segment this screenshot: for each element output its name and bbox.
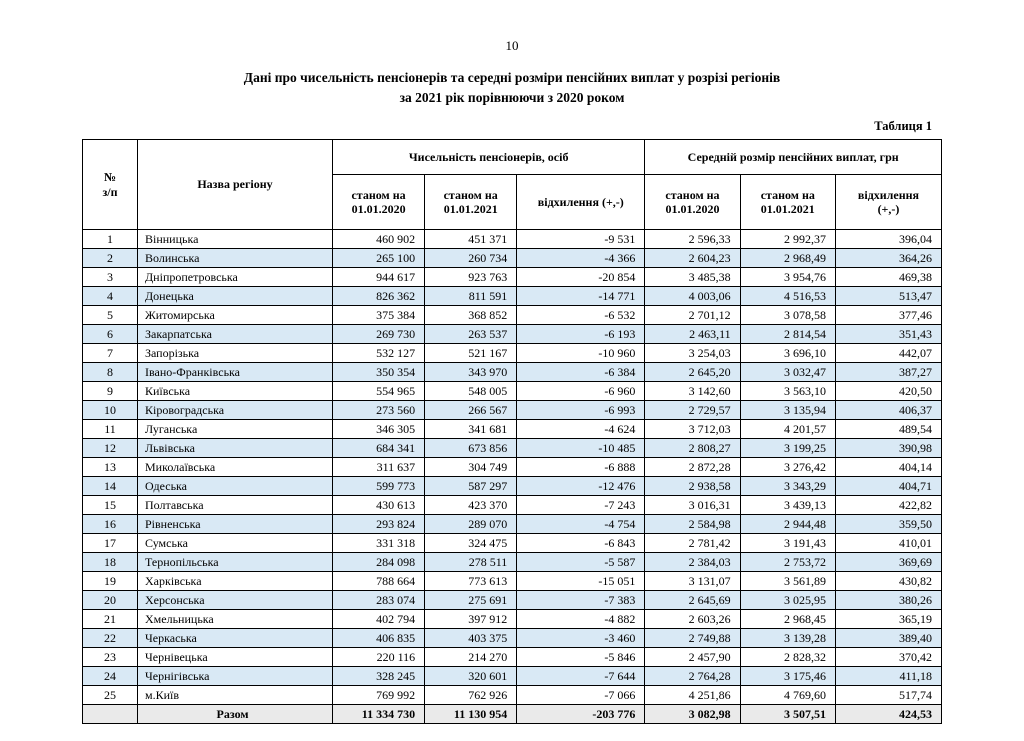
cell-number: 20: [83, 591, 138, 610]
cell-number: 17: [83, 534, 138, 553]
cell-count-deviation: -5 587: [517, 553, 645, 572]
cell-amount-deviation: 442,07: [835, 344, 941, 363]
header-number-line-1: №: [103, 170, 117, 185]
cell-amount-2020: 3 142,60: [645, 382, 740, 401]
cell-amount-2021: 3 276,42: [740, 458, 835, 477]
cell-region: Тернопільська: [138, 553, 333, 572]
cell-number: 11: [83, 420, 138, 439]
cell-count-2021: 451 371: [425, 230, 517, 249]
cell-count-2021: 263 537: [425, 325, 517, 344]
cell-count-2021: 343 970: [425, 363, 517, 382]
table-row: [83, 648, 942, 667]
cell-amount-2021: 3 696,10: [740, 344, 835, 363]
cell-count-deviation: -10 485: [517, 439, 645, 458]
header-count-2020: [333, 175, 425, 230]
cell-count-2020: 346 305: [333, 420, 425, 439]
cell-count-deviation: -7 644: [517, 667, 645, 686]
cell-region: Рівненська: [138, 515, 333, 534]
cell-number: 6: [83, 325, 138, 344]
header-amount-deviation-line-2: (+,-): [877, 202, 900, 217]
cell-amount-2020: 3 082,98: [645, 705, 740, 724]
table-row: [83, 287, 942, 306]
cell-count-deviation: -6 888: [517, 458, 645, 477]
header-count-2021-line-1: станом на: [443, 187, 498, 202]
cell-number: 1: [83, 230, 138, 249]
cell-amount-2021: 3 025,95: [740, 591, 835, 610]
cell-count-deviation: -6 843: [517, 534, 645, 553]
cell-count-2020: 273 560: [333, 401, 425, 420]
cell-amount-2021: 4 516,53: [740, 287, 835, 306]
cell-count-2020: 328 245: [333, 667, 425, 686]
table-row: [83, 249, 942, 268]
header-count-2021-line-2: 01.01.2021: [443, 202, 498, 217]
header-count-2021: [425, 175, 517, 230]
cell-count-2021: 587 297: [425, 477, 517, 496]
cell-amount-2021: 3 563,10: [740, 382, 835, 401]
cell-count-2020: 375 384: [333, 306, 425, 325]
cell-count-deviation: -203 776: [517, 705, 645, 724]
cell-number: 14: [83, 477, 138, 496]
cell-count-2020: 11 334 730: [333, 705, 425, 724]
cell-region: Запорізька: [138, 344, 333, 363]
cell-count-2021: 673 856: [425, 439, 517, 458]
cell-amount-2021: 2 968,45: [740, 610, 835, 629]
cell-number: 5: [83, 306, 138, 325]
cell-count-2020: 430 613: [333, 496, 425, 515]
cell-count-2020: 311 637: [333, 458, 425, 477]
header-count-2020-line-2: 01.01.2020: [351, 202, 406, 217]
cell-count-2021: 773 613: [425, 572, 517, 591]
cell-amount-2021: 2 992,37: [740, 230, 835, 249]
cell-amount-deviation: 469,38: [835, 268, 941, 287]
cell-count-2021: 521 167: [425, 344, 517, 363]
cell-count-2020: 826 362: [333, 287, 425, 306]
cell-amount-2021: 3 439,13: [740, 496, 835, 515]
cell-count-2020: 331 318: [333, 534, 425, 553]
cell-amount-2021: 3 507,51: [740, 705, 835, 724]
cell-count-deviation: -4 754: [517, 515, 645, 534]
header-count-2020-line-1: станом на: [351, 187, 406, 202]
cell-amount-deviation: 489,54: [835, 420, 941, 439]
page-title-line-1: Дані про чисельність пенсіонерів та середні розміри пенсійних виплат у розрізі регіонів: [243, 70, 781, 85]
cell-amount-deviation: 404,71: [835, 477, 941, 496]
cell-amount-2020: 3 485,38: [645, 268, 740, 287]
table-row: [83, 306, 942, 325]
cell-amount-deviation: 513,47: [835, 287, 941, 306]
cell-count-deviation: -15 051: [517, 572, 645, 591]
cell-count-deviation: -4 624: [517, 420, 645, 439]
cell-amount-2021: 3 343,29: [740, 477, 835, 496]
cell-amount-deviation: 359,50: [835, 515, 941, 534]
cell-amount-2020: 2 603,26: [645, 610, 740, 629]
cell-number: 23: [83, 648, 138, 667]
header-group-count: Чисельність пенсіонерів, осіб: [333, 140, 645, 175]
cell-count-2021: 548 005: [425, 382, 517, 401]
cell-number: [83, 705, 138, 724]
header-amount-2021-line-2: 01.01.2021: [760, 202, 815, 217]
cell-count-2020: 265 100: [333, 249, 425, 268]
cell-number: 19: [83, 572, 138, 591]
cell-count-2021: 923 763: [425, 268, 517, 287]
cell-region: Луганська: [138, 420, 333, 439]
cell-count-2020: 350 354: [333, 363, 425, 382]
cell-count-deviation: -10 960: [517, 344, 645, 363]
cell-region: Закарпатська: [138, 325, 333, 344]
cell-region: Полтавська: [138, 496, 333, 515]
cell-amount-deviation: 422,82: [835, 496, 941, 515]
cell-number: 13: [83, 458, 138, 477]
cell-amount-2021: 3 175,46: [740, 667, 835, 686]
cell-count-2021: 811 591: [425, 287, 517, 306]
cell-count-2021: 278 511: [425, 553, 517, 572]
cell-count-deviation: -6 993: [517, 401, 645, 420]
cell-amount-2020: 4 003,06: [645, 287, 740, 306]
cell-number: 16: [83, 515, 138, 534]
cell-number: 7: [83, 344, 138, 363]
cell-count-2020: 788 664: [333, 572, 425, 591]
cell-amount-2021: 3 135,94: [740, 401, 835, 420]
cell-amount-deviation: 369,69: [835, 553, 941, 572]
cell-number: 21: [83, 610, 138, 629]
cell-amount-deviation: 365,19: [835, 610, 941, 629]
cell-count-2021: 324 475: [425, 534, 517, 553]
cell-count-deviation: -20 854: [517, 268, 645, 287]
header-number-line-2: з/п: [102, 184, 118, 199]
cell-amount-2020: 2 604,23: [645, 249, 740, 268]
cell-amount-2020: 2 781,42: [645, 534, 740, 553]
cell-amount-2020: 2 729,57: [645, 401, 740, 420]
cell-region: Сумська: [138, 534, 333, 553]
cell-amount-2020: 3 016,31: [645, 496, 740, 515]
cell-count-deviation: -4 882: [517, 610, 645, 629]
cell-amount-2021: 2 968,49: [740, 249, 835, 268]
table-row: [83, 363, 942, 382]
cell-amount-2020: 2 808,27: [645, 439, 740, 458]
cell-region: Одеська: [138, 477, 333, 496]
table-row: [83, 268, 942, 287]
cell-count-deviation: -6 193: [517, 325, 645, 344]
cell-amount-2021: 3 139,28: [740, 629, 835, 648]
cell-region: Львівська: [138, 439, 333, 458]
cell-amount-2020: 2 457,90: [645, 648, 740, 667]
cell-count-deviation: -7 066: [517, 686, 645, 705]
cell-amount-2021: 3 199,25: [740, 439, 835, 458]
page-title-line-2: за 2021 рік порівнюючи з 2020 роком: [399, 89, 625, 105]
cell-count-2021: 260 734: [425, 249, 517, 268]
cell-count-2021: 320 601: [425, 667, 517, 686]
table-row: [83, 667, 942, 686]
cell-amount-deviation: 370,42: [835, 648, 941, 667]
cell-amount-2020: 2 764,28: [645, 667, 740, 686]
cell-amount-deviation: 351,43: [835, 325, 941, 344]
header-group-amount: Середній розмір пенсійних виплат, грн: [645, 140, 942, 175]
header-amount-deviation: [835, 175, 941, 230]
cell-amount-2020: 2 749,88: [645, 629, 740, 648]
cell-count-2021: 289 070: [425, 515, 517, 534]
table-row: [83, 686, 942, 705]
cell-number: 3: [83, 268, 138, 287]
cell-number: 4: [83, 287, 138, 306]
table-row: [83, 496, 942, 515]
cell-amount-2020: 2 584,98: [645, 515, 740, 534]
table-row: [83, 325, 942, 344]
cell-count-deviation: -3 460: [517, 629, 645, 648]
cell-region: Вінницька: [138, 230, 333, 249]
cell-count-deviation: -6 960: [517, 382, 645, 401]
cell-amount-2021: 3 561,89: [740, 572, 835, 591]
table-row: [83, 553, 942, 572]
table-row: [83, 477, 942, 496]
cell-amount-deviation: 404,14: [835, 458, 941, 477]
cell-amount-deviation: 517,74: [835, 686, 941, 705]
cell-count-deviation: -5 846: [517, 648, 645, 667]
header-amount-2021: [740, 175, 835, 230]
cell-count-2020: 269 730: [333, 325, 425, 344]
cell-count-2020: 460 902: [333, 230, 425, 249]
cell-count-2021: 11 130 954: [425, 705, 517, 724]
header-amount-2020-line-1: станом на: [665, 187, 720, 202]
table-row-total: [83, 705, 942, 724]
cell-amount-deviation: 387,27: [835, 363, 941, 382]
cell-count-2020: 684 341: [333, 439, 425, 458]
cell-amount-deviation: 377,46: [835, 306, 941, 325]
cell-amount-2021: 3 078,58: [740, 306, 835, 325]
table-row: [83, 515, 942, 534]
cell-number: 18: [83, 553, 138, 572]
table-row: [83, 344, 942, 363]
cell-number: 12: [83, 439, 138, 458]
cell-count-2021: 275 691: [425, 591, 517, 610]
cell-amount-deviation: 411,18: [835, 667, 941, 686]
cell-count-2020: 220 116: [333, 648, 425, 667]
header-number: [83, 140, 138, 230]
table-header: [83, 140, 942, 230]
cell-amount-deviation: 364,26: [835, 249, 941, 268]
table-row: [83, 401, 942, 420]
cell-amount-2020: 3 254,03: [645, 344, 740, 363]
cell-amount-2021: 3 954,76: [740, 268, 835, 287]
cell-region: Житомирська: [138, 306, 333, 325]
cell-count-deviation: -4 366: [517, 249, 645, 268]
cell-count-2020: 284 098: [333, 553, 425, 572]
cell-region: Харківська: [138, 572, 333, 591]
cell-count-2020: 406 835: [333, 629, 425, 648]
header-count-deviation: відхилення (+,-): [517, 175, 645, 230]
cell-amount-deviation: 390,98: [835, 439, 941, 458]
cell-amount-deviation: 410,01: [835, 534, 941, 553]
cell-amount-2020: 2 645,20: [645, 363, 740, 382]
header-region: Назва регіону: [138, 140, 333, 230]
cell-count-deviation: -14 771: [517, 287, 645, 306]
cell-amount-2020: 2 463,11: [645, 325, 740, 344]
cell-amount-2020: 2 938,58: [645, 477, 740, 496]
cell-count-2020: 402 794: [333, 610, 425, 629]
cell-amount-2020: 2 596,33: [645, 230, 740, 249]
cell-amount-2020: 4 251,86: [645, 686, 740, 705]
cell-count-2020: 283 074: [333, 591, 425, 610]
header-amount-2020: [645, 175, 740, 230]
cell-region: Київська: [138, 382, 333, 401]
cell-amount-2021: 4 201,57: [740, 420, 835, 439]
cell-count-deviation: -12 476: [517, 477, 645, 496]
cell-number: 8: [83, 363, 138, 382]
cell-number: 9: [83, 382, 138, 401]
cell-number: 25: [83, 686, 138, 705]
page-title: [0, 68, 1024, 107]
cell-region: Чернівецька: [138, 648, 333, 667]
cell-region: Донецька: [138, 287, 333, 306]
header-amount-2020-line-2: 01.01.2020: [665, 202, 720, 217]
page-number: 10: [505, 38, 519, 53]
cell-amount-2020: 2 701,12: [645, 306, 740, 325]
cell-count-deviation: -6 532: [517, 306, 645, 325]
cell-count-2020: 554 965: [333, 382, 425, 401]
cell-count-2021: 762 926: [425, 686, 517, 705]
cell-region: Кіровоградська: [138, 401, 333, 420]
table-header-group-row: [83, 140, 942, 175]
table-row: [83, 420, 942, 439]
cell-amount-deviation: 389,40: [835, 629, 941, 648]
cell-region: Разом: [138, 705, 333, 724]
table-row: [83, 458, 942, 477]
table-row: [83, 230, 942, 249]
cell-amount-2021: 2 944,48: [740, 515, 835, 534]
cell-number: 2: [83, 249, 138, 268]
table-body: [83, 230, 942, 724]
table-row: [83, 439, 942, 458]
cell-number: 24: [83, 667, 138, 686]
cell-amount-deviation: 420,50: [835, 382, 941, 401]
cell-count-2021: 423 370: [425, 496, 517, 515]
cell-number: 22: [83, 629, 138, 648]
cell-count-2020: 769 992: [333, 686, 425, 705]
cell-amount-2020: 2 645,69: [645, 591, 740, 610]
cell-region: Дніпропетровська: [138, 268, 333, 287]
cell-region: Черкаська: [138, 629, 333, 648]
cell-amount-deviation: 380,26: [835, 591, 941, 610]
cell-region: м.Київ: [138, 686, 333, 705]
cell-number: 15: [83, 496, 138, 515]
cell-number: 10: [83, 401, 138, 420]
cell-region: Херсонська: [138, 591, 333, 610]
cell-amount-deviation: 424,53: [835, 705, 941, 724]
table-container: [82, 139, 942, 724]
cell-count-2020: 599 773: [333, 477, 425, 496]
table-row: [83, 382, 942, 401]
cell-region: Волинська: [138, 249, 333, 268]
cell-amount-2020: 3 131,07: [645, 572, 740, 591]
cell-count-2021: 266 567: [425, 401, 517, 420]
cell-count-2021: 214 270: [425, 648, 517, 667]
table-row: [83, 591, 942, 610]
cell-count-2021: 304 749: [425, 458, 517, 477]
cell-count-deviation: -7 383: [517, 591, 645, 610]
cell-count-deviation: -6 384: [517, 363, 645, 382]
cell-count-2020: 293 824: [333, 515, 425, 534]
cell-amount-2021: 3 032,47: [740, 363, 835, 382]
header-amount-2021-line-1: станом на: [760, 187, 815, 202]
cell-count-deviation: -7 243: [517, 496, 645, 515]
pension-statistics-table: [82, 139, 942, 724]
cell-count-2020: 944 617: [333, 268, 425, 287]
table-row: [83, 629, 942, 648]
table-row: [83, 534, 942, 553]
cell-count-deviation: -9 531: [517, 230, 645, 249]
cell-amount-2021: 4 769,60: [740, 686, 835, 705]
cell-amount-deviation: 406,37: [835, 401, 941, 420]
cell-region: Миколаївська: [138, 458, 333, 477]
cell-amount-deviation: 430,82: [835, 572, 941, 591]
cell-amount-2021: 2 814,54: [740, 325, 835, 344]
cell-count-2021: 403 375: [425, 629, 517, 648]
table-row: [83, 572, 942, 591]
cell-amount-2021: 3 191,43: [740, 534, 835, 553]
cell-amount-deviation: 396,04: [835, 230, 941, 249]
cell-amount-2020: 2 384,03: [645, 553, 740, 572]
cell-region: Хмельницька: [138, 610, 333, 629]
cell-amount-2021: 2 828,32: [740, 648, 835, 667]
cell-region: Чернігівська: [138, 667, 333, 686]
cell-amount-2020: 3 712,03: [645, 420, 740, 439]
document-page: [0, 38, 1024, 741]
cell-count-2021: 368 852: [425, 306, 517, 325]
cell-amount-2020: 2 872,28: [645, 458, 740, 477]
table-row: [83, 610, 942, 629]
cell-count-2021: 397 912: [425, 610, 517, 629]
cell-region: Івано-Франківська: [138, 363, 333, 382]
cell-count-2021: 341 681: [425, 420, 517, 439]
header-amount-deviation-line-1: відхилення: [857, 187, 920, 202]
cell-count-2020: 532 127: [333, 344, 425, 363]
table-caption: Таблиця 1: [874, 119, 932, 134]
cell-amount-2021: 2 753,72: [740, 553, 835, 572]
